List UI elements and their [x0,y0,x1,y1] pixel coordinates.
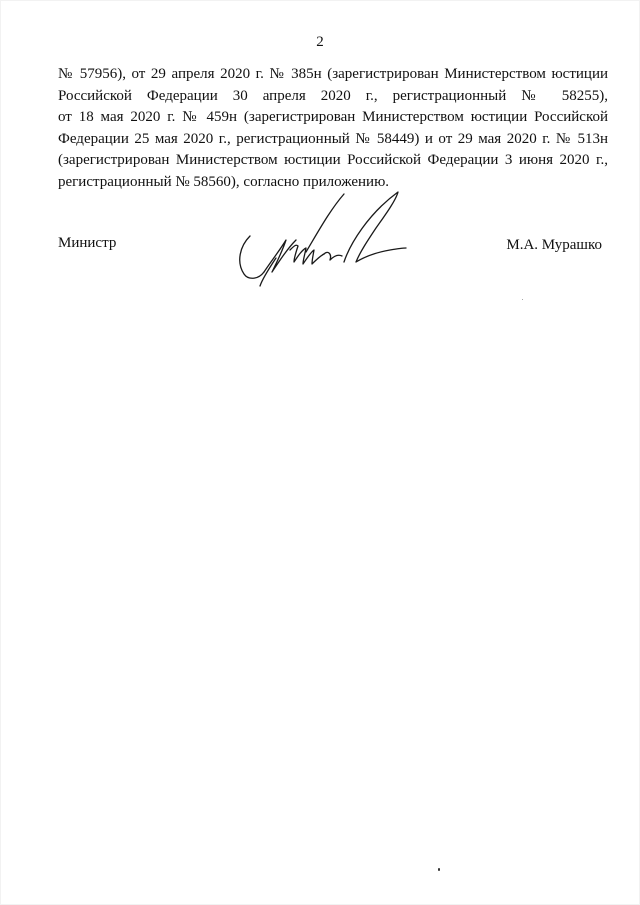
page-number: 2 [316,34,324,50]
scan-speck [438,868,440,871]
paragraph-line: № 57956), от 29 апреля 2020 г. № 385н (зарегистрирован Министерством юстиции [58,66,608,82]
signer-name: М.А. Мурашко [506,237,602,253]
paragraph-line: от 18 мая 2020 г. № 459н (зарегистрирован Министерством юстиции Российской [58,109,608,125]
handwritten-signature [228,188,428,288]
paragraph-line: Российской Федерации 30 апреля 2020 г., регистрационный № 58255), [58,87,608,104]
paragraph-line: (зарегистрирован Министерством юстиции Российской Федерации 3 июня 2020 г., [58,152,608,168]
paragraph-line: регистрационный № 58560), согласно приложению. [58,173,390,190]
scan-speck [522,299,523,300]
signer-title: Министр [58,235,117,251]
paragraph-line: Федерации 25 мая 2020 г., регистрационный № 58449) и от 29 мая 2020 г. № 513н [58,130,608,147]
body-paragraph [58,64,608,193]
